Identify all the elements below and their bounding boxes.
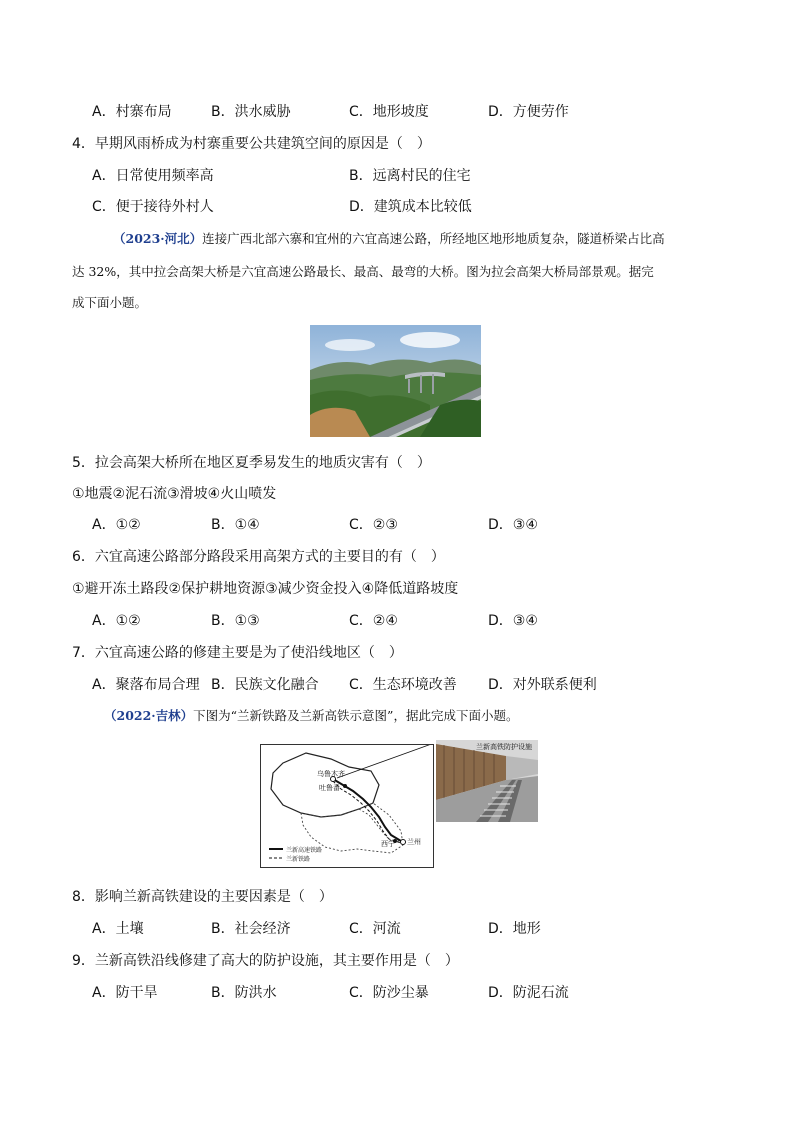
q6-items: ①避开冻土路段②保护耕地资源③减少资金投入④降低道路坡度 <box>72 581 459 597</box>
q6-option-d: D．③④ <box>488 613 538 629</box>
q3-option-b: B．洪水威胁 <box>211 104 291 120</box>
q7-option-c: C．生态环境改善 <box>349 677 457 693</box>
q9-stem: 9．兰新高铁沿线修建了高大的防护设施，其主要作用是（ ） <box>72 953 459 969</box>
q5-option-a: A．①② <box>92 517 141 533</box>
q5-option-d: D．③④ <box>488 517 538 533</box>
q5-option-b: B．①④ <box>211 517 260 533</box>
q8-option-c: C．河流 <box>349 921 401 937</box>
q7-stem: 7．六宜高速公路的修建主要是为了使沿线地区（ ） <box>72 645 403 661</box>
q3-option-c: C．地形坡度 <box>349 104 429 120</box>
q3-option-a: A．村寨布局 <box>92 104 172 120</box>
passage1-text1: 连接广西北部六寨和宜州的六宜高速公路，所经地区地形地质复杂，隧道桥梁占比高 <box>202 231 665 246</box>
passage1-source: （2023·河北） <box>113 231 203 246</box>
railway-protection-photo <box>436 740 538 822</box>
q4-option-c: C．便于接待外村人 <box>92 199 214 215</box>
q8-option-a: A．土壤 <box>92 921 144 937</box>
q4-option-a: A．日常使用频率高 <box>92 168 214 184</box>
passage2-source: （2022·吉林） <box>104 708 194 723</box>
passage1-line1 <box>113 230 665 248</box>
q9-option-b: B．防洪水 <box>211 985 277 1001</box>
q5-items: ①地震②泥石流③滑坡④火山喷发 <box>72 486 277 502</box>
map-label-urumqi: 乌鲁木齐 <box>317 770 345 778</box>
passage2-line <box>104 707 518 725</box>
map-label-turpan: 吐鲁番 <box>319 784 340 792</box>
bridge-photo <box>310 325 481 437</box>
q9-option-a: A．防干旱 <box>92 985 158 1001</box>
q6-option-b: B．①③ <box>211 613 260 629</box>
legend-high-speed: 兰新高速铁路 <box>286 847 323 854</box>
q6-stem: 6．六宜高速公路部分路段采用高架方式的主要目的有（ ） <box>72 549 445 565</box>
map-label-lanzhou: 兰州 <box>407 838 421 846</box>
q5-stem: 5．拉会高架大桥所在地区夏季易发生的地质灾害有（ ） <box>72 455 431 471</box>
railway-map <box>260 744 434 868</box>
q6-option-c: C．②④ <box>349 613 398 629</box>
passage1-line2: 达 32%，其中拉会高架大桥是六宜高速公路最长、最高、最弯的大桥。图为拉会高架大桥局部景观。据完 <box>72 264 654 279</box>
map-label-xining: 西宁 <box>381 840 395 848</box>
q8-stem: 8．影响兰新高铁建设的主要因素是（ ） <box>72 889 333 905</box>
q4-option-b: B．远离村民的住宅 <box>349 168 471 184</box>
q7-option-d: D．对外联系便利 <box>488 677 597 693</box>
q5-option-c: C．②③ <box>349 517 398 533</box>
q9-option-d: D．防泥石流 <box>488 985 569 1001</box>
legend-railway: 兰新铁路 <box>286 856 311 863</box>
q8-option-b: B．社会经济 <box>211 921 291 937</box>
q7-option-b: B．民族文化融合 <box>211 677 319 693</box>
passage2-text: 下图为“兰新铁路及兰新高铁示意图”，据此完成下面小题。 <box>193 708 519 723</box>
q4-stem: 4．早期风雨桥成为村寨重要公共建筑空间的原因是（ ） <box>72 136 431 152</box>
photo-label: 兰新高铁防护设施 <box>476 743 532 751</box>
q8-option-d: D．地形 <box>488 921 541 937</box>
q4-option-d: D．建筑成本比较低 <box>349 199 472 215</box>
q9-option-c: C．防沙尘暴 <box>349 985 429 1001</box>
q6-option-a: A．①② <box>92 613 141 629</box>
q7-option-a: A．聚落布局合理 <box>92 677 200 693</box>
q3-option-d: D．方便劳作 <box>488 104 569 120</box>
passage1-line3: 成下面小题。 <box>72 295 148 310</box>
